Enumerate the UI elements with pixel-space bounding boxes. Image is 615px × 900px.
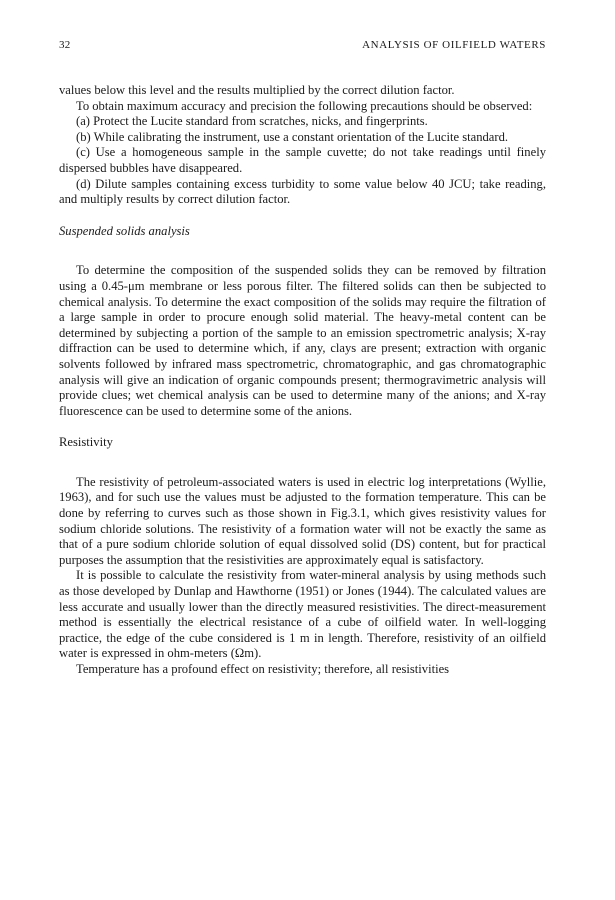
paragraph-precautions-intro: To obtain maximum accuracy and precision the following precautions should be observed: xyxy=(76,98,533,113)
page-number: 32 xyxy=(59,39,71,51)
book-page xyxy=(59,38,546,678)
precaution-c: (c) Use a homogeneous sample in the sample cuvette; do not take readings until finely dispersed bubbles have disappeared. xyxy=(59,145,546,175)
paragraph-continuation: values below this level and the results multiplied by the correct dilution factor. xyxy=(59,83,455,97)
paragraph-resistivity-3: Temperature has a profound effect on resistivity; therefore, all resistivities xyxy=(76,662,450,676)
precaution-a: (a) Protect the Lucite standard from scratches, nicks, and fingerprints. xyxy=(76,114,428,129)
paragraph-suspended-solids: To determine the composition of the suspended solids they can be removed by filtration using a 0.45-μm membrane or less porous filter. The filtered solids can then be subjected to chemical analysis. To determine the exact composition of the solids may require the filtration of a large sample in order to procure enough solid material. The heavy-metal content can be determined by subjecting a portion of the sample to an emission spectrometric analysis; X-ray diffraction can be used to determine which, if any, clays are present; extraction with organic solvents followed by infrared mass spectrometric, chromatographic, and gas chromatographic analysis will give an indication of organic compounds present; thermogravimetric analysis will provide clues; wet chemical analysis can be used to determine many of the anions; and X-ray fluorescence can be used to determine some of the anions. xyxy=(59,263,546,418)
paragraph-resistivity-2: It is possible to calculate the resistivity from water-mineral analysis by using methods such as those developed by Dunlap and Hawthorne (1951) or Jones (1944). The calculated values are less accurate and usually lower than the directly measured resistivities. The direct-measurement method is essentially the electrical resistance of a cube of oilfield water. In well-logging practice, the edge of the cube considered is 1 m in length. Therefore, resistivity of an oilfield water is expressed in ohm-meters (Ωm). xyxy=(59,568,546,661)
running-title: ANALYSIS OF OILFIELD WATERS xyxy=(362,39,546,51)
precaution-d: (d) Dilute samples containing excess turbidity to some value below 40 JCU; take reading, and multiply results by correct dilution factor. xyxy=(59,176,546,207)
running-header xyxy=(59,38,546,52)
paragraph-resistivity-1: The resistivity of petroleum-associated waters is used in electric log interpretations (Wyllie, 1963), and for such use the values must be adjusted to the formation temperature. This can be done by referring to curves such as those shown in Fig.3.1, which gives resistivity values for sodium chloride solutions. The resistivity of a formation water will not be exactly the same as that of a pure sodium chloride solution of equal dissolved solid (DS) content, but for practical purposes the assumption that the resistivities are approximately equal is satisfactory. xyxy=(59,474,546,567)
section-heading-suspended-solids: Suspended solids analysis xyxy=(59,223,190,238)
section-heading-resistivity: Resistivity xyxy=(59,435,113,450)
precaution-b: (b) While calibrating the instrument, use a constant orientation of the Lucite standard. xyxy=(76,129,509,144)
